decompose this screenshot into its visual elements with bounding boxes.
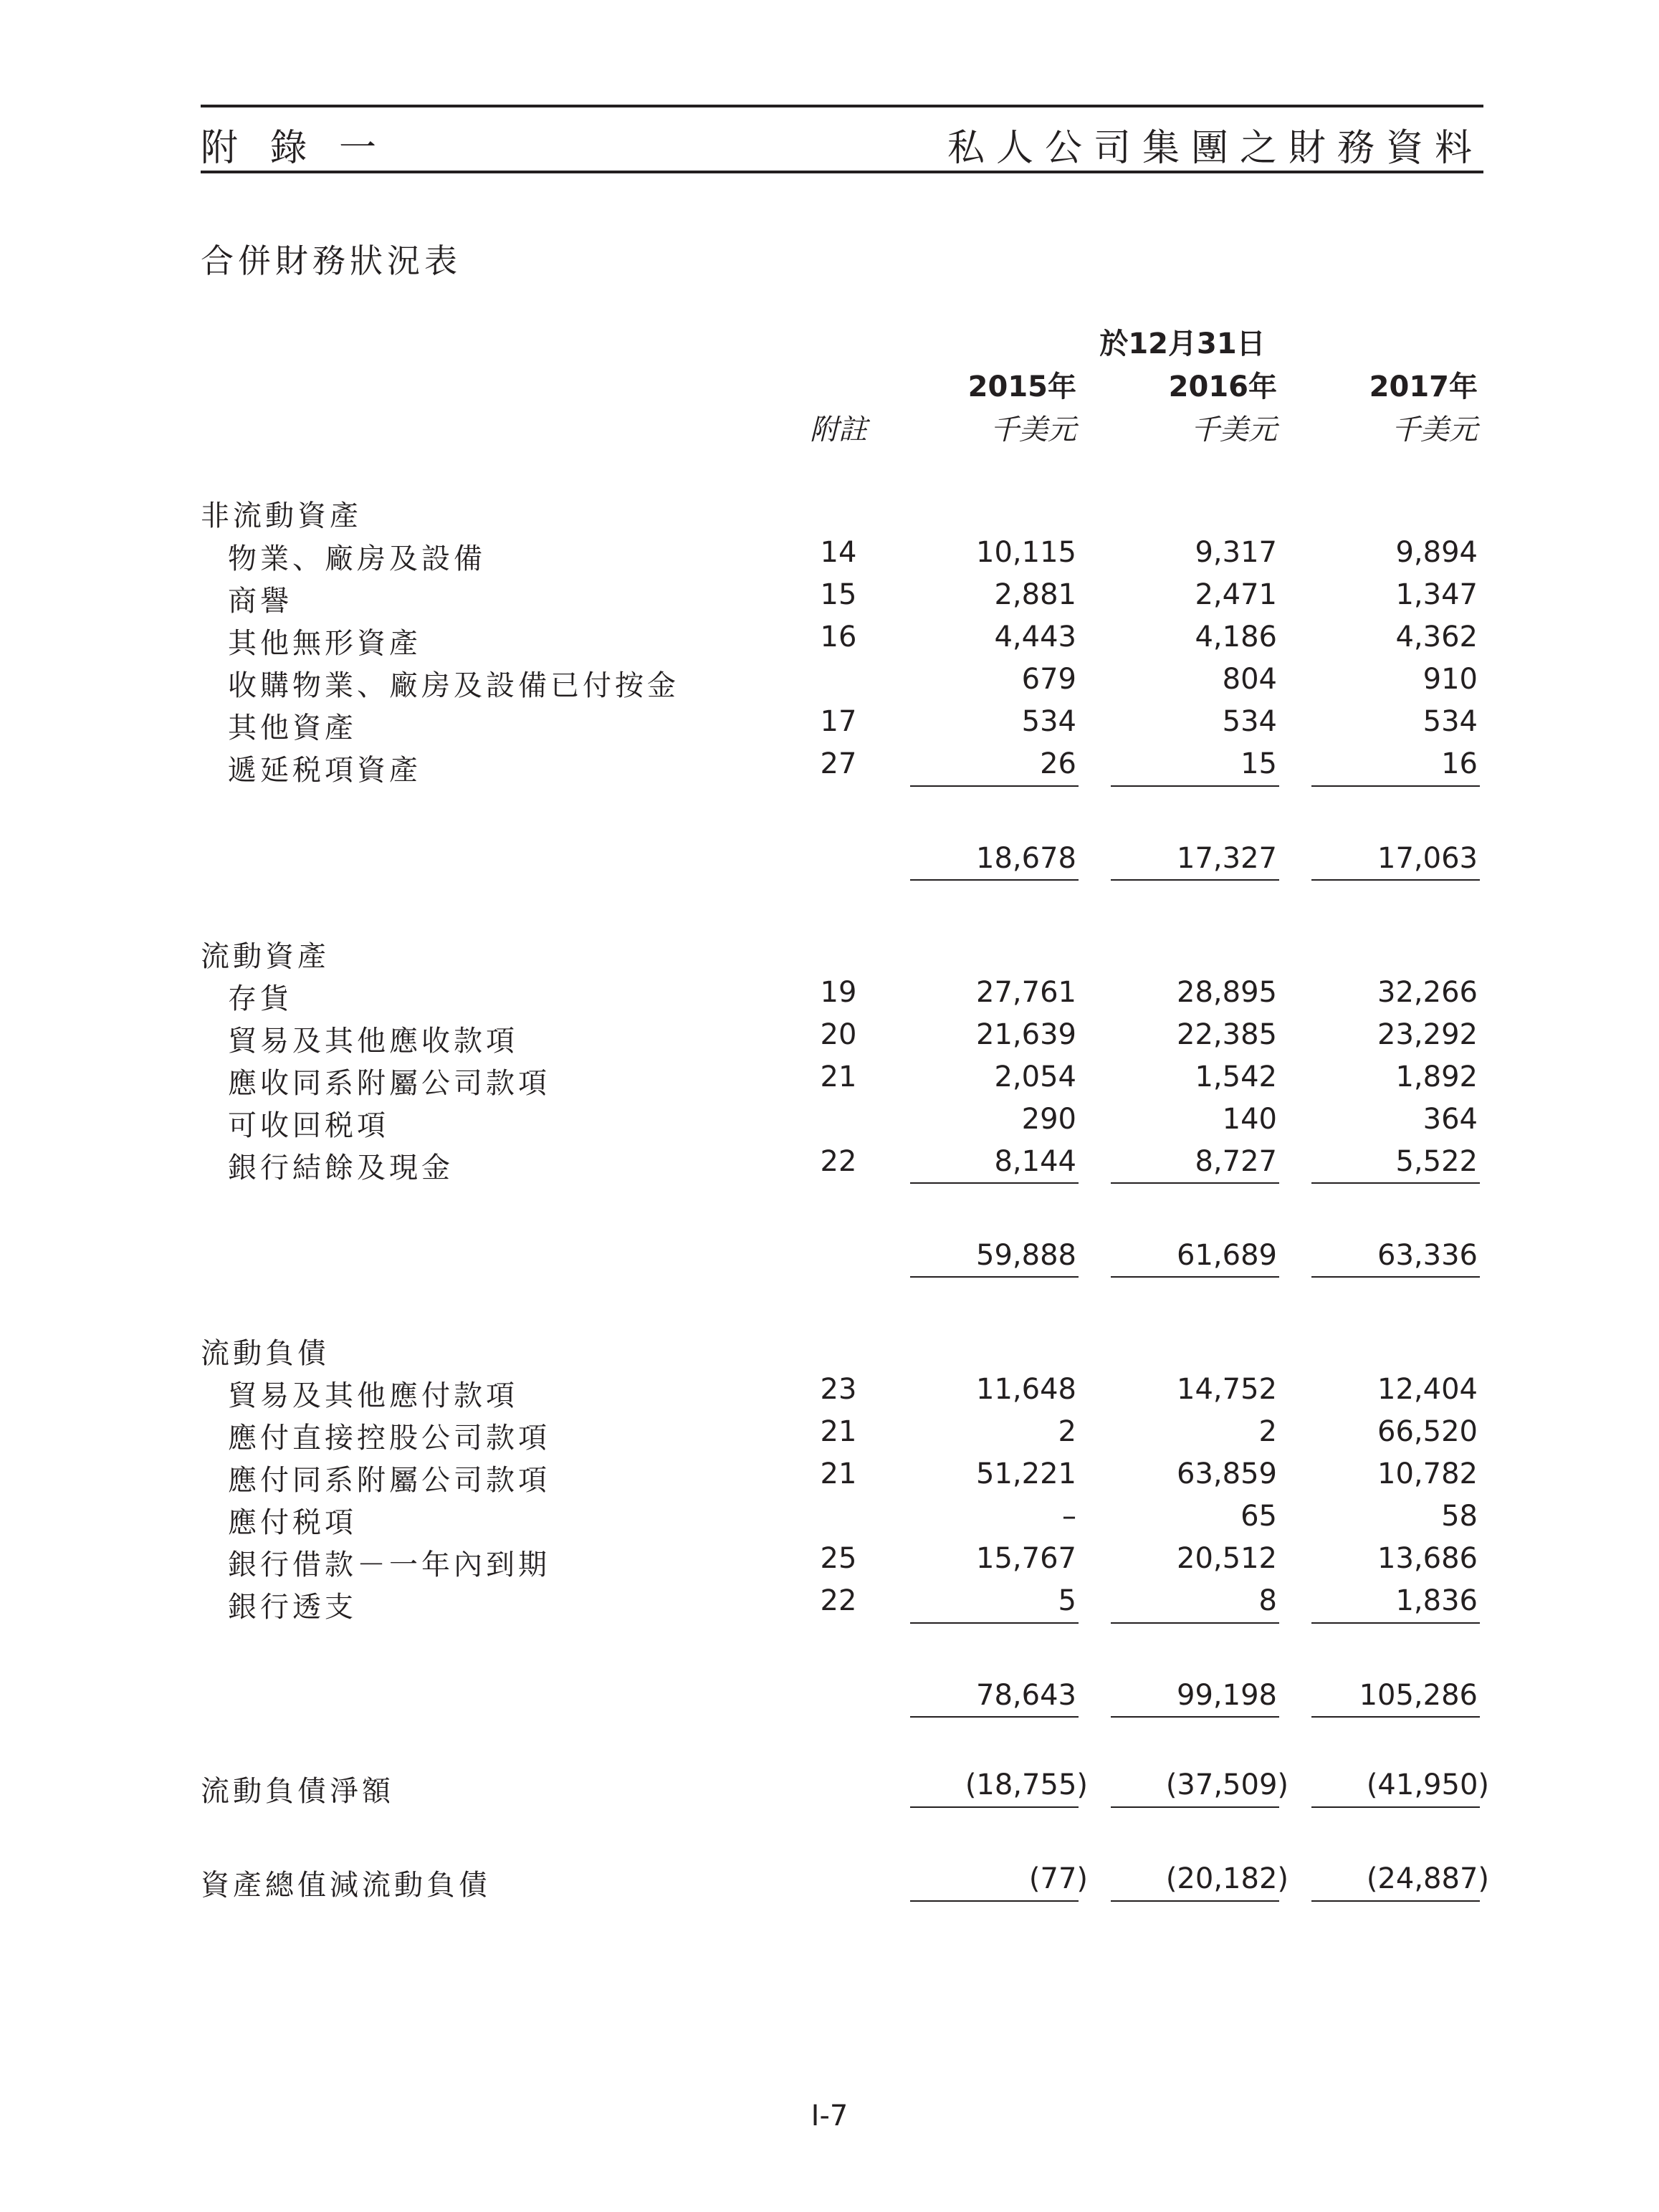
underline-rule [1111,1716,1279,1718]
row-note: 22 [820,1584,857,1617]
row-label: 應付税項 [228,1506,357,1539]
value-2017: 12,404 [1377,1373,1478,1406]
value-2017: (41,950) [1366,1768,1489,1801]
value-2015: (18,755) [965,1768,1088,1801]
value-2016: 8,727 [1195,1145,1277,1178]
underline-rule [1311,1900,1480,1902]
value-2017: 9,894 [1395,536,1478,569]
subtotal-2016: 99,198 [1177,1679,1277,1712]
unit-2015: 千美元 [990,413,1076,446]
value-2017: 5,522 [1395,1145,1478,1178]
value-2017: 4,362 [1395,621,1478,653]
row-note: 22 [820,1145,857,1178]
underline-rule [910,1276,1079,1278]
value-2016: 2,471 [1195,578,1277,611]
subtotal-row [0,1679,1659,1722]
value-2017: 16 [1441,747,1478,780]
underline-rule [1111,1806,1279,1808]
non-current-assets-heading: 非流動資產 [201,499,362,532]
subtotal-2016: 61,689 [1177,1239,1277,1272]
value-2015: 5 [1058,1584,1076,1617]
row-note: 27 [820,747,857,780]
underline-rule [910,1622,1079,1624]
underline-rule [1111,785,1279,787]
value-2015: 8,144 [994,1145,1076,1178]
row-label: 應付同系附屬公司款項 [228,1464,550,1497]
unit-2017: 千美元 [1392,413,1478,446]
underline-rule [910,1806,1079,1808]
table-row [0,1542,1659,1585]
value-2016: 14,752 [1177,1373,1277,1406]
value-2016: 4,186 [1195,621,1277,653]
section-heading [0,934,1659,977]
section-heading [0,493,1659,536]
table-row [0,663,1659,706]
row-label: 銀行透支 [228,1591,357,1624]
subtotal-2017: 105,286 [1359,1679,1478,1712]
underline-rule [910,1716,1079,1718]
value-2016: 9,317 [1195,536,1277,569]
table-row [0,1584,1659,1627]
table-row [0,1103,1659,1146]
table-row [0,705,1659,748]
notes-heading: 附註 [810,413,867,446]
row-note: 23 [820,1373,857,1406]
page-number: I-7 [811,2100,848,2132]
row-label: 遞延税項資產 [228,754,421,787]
value-2017: 910 [1423,663,1478,696]
underline-rule [910,879,1079,881]
value-2017: 364 [1423,1103,1478,1136]
row-label: 貿易及其他應收款項 [228,1025,518,1058]
value-2016: (37,509) [1165,1768,1289,1801]
table-row [0,1145,1659,1188]
value-2015: 21,639 [976,1018,1076,1051]
underline-rule [1311,1806,1480,1808]
row-label: 其他資產 [228,712,357,744]
row-note: 14 [820,536,857,569]
value-2016: 65 [1240,1500,1277,1533]
table-row [0,578,1659,621]
value-2017: 66,520 [1377,1415,1478,1448]
period-heading: 於12月31日 [1099,327,1266,360]
row-note: 21 [820,1457,857,1490]
row-label: 存貨 [228,982,292,1015]
table-row [0,1373,1659,1416]
underline-rule [910,1900,1079,1902]
value-2016: 28,895 [1177,976,1277,1009]
row-label: 商譽 [228,585,292,618]
row-label: 應收同系附屬公司款項 [228,1067,550,1100]
value-2016: 2 [1258,1415,1277,1448]
value-2016: 140 [1222,1103,1277,1136]
value-2015: 26 [1040,747,1076,780]
value-2016: 804 [1222,663,1277,696]
value-2017: 23,292 [1377,1018,1478,1051]
current-liabilities-heading: 流動負債 [201,1337,330,1370]
value-2016: 20,512 [1177,1542,1277,1575]
subtotal-row [0,842,1659,885]
row-label: 可收回税項 [228,1109,389,1142]
table-row [0,976,1659,1019]
underline-rule [1311,785,1480,787]
subtotal-2017: 63,336 [1377,1239,1478,1272]
year-2016-heading: 2016年 [1168,370,1277,403]
subtotal-2015: 59,888 [976,1239,1076,1272]
value-2015: 679 [1021,663,1076,696]
row-label: 應付直接控股公司款項 [228,1422,550,1455]
subtotal-2016: 17,327 [1177,842,1277,875]
row-label: 貿易及其他應付款項 [228,1379,518,1412]
subtotal-2015: 18,678 [976,842,1076,875]
row-label: 流動負債淨額 [201,1775,394,1808]
underline-rule [1111,1276,1279,1278]
row-note: 21 [820,1060,857,1093]
underline-rule [1111,1182,1279,1184]
year-2017-heading: 2017年 [1369,370,1478,403]
table-row [0,1415,1659,1458]
current-assets-heading: 流動資產 [201,940,330,973]
value-2015: 27,761 [976,976,1076,1009]
value-2016: (20,182) [1165,1862,1289,1895]
value-2016: 15 [1240,747,1277,780]
value-2017: (24,887) [1366,1862,1489,1895]
value-2017: 58 [1441,1500,1478,1533]
table-row [0,1018,1659,1061]
underline-rule [1111,1622,1279,1624]
value-2015: – [1062,1500,1076,1533]
table-row [0,621,1659,664]
value-2015: 10,115 [976,536,1076,569]
total-assets-less-current-liabilities-row [0,1862,1659,1905]
underline-rule [1311,1182,1480,1184]
value-2015: 290 [1021,1103,1076,1136]
value-2016: 63,859 [1177,1457,1277,1490]
value-2016: 22,385 [1177,1018,1277,1051]
underline-rule [910,1182,1079,1184]
section-heading [0,1331,1659,1374]
value-2015: 2 [1058,1415,1076,1448]
row-note: 19 [820,976,857,1009]
value-2017: 1,347 [1395,578,1478,611]
value-2017: 1,892 [1395,1060,1478,1093]
row-label: 銀行結餘及現金 [228,1152,454,1184]
row-note: 17 [820,705,857,738]
value-2015: 11,648 [976,1373,1076,1406]
row-note: 25 [820,1542,857,1575]
value-2017: 534 [1423,705,1478,738]
statement-title: 合併財務狀況表 [201,241,462,280]
table-row [0,1500,1659,1543]
underline-rule [1111,1900,1279,1902]
value-2016: 1,542 [1195,1060,1277,1093]
row-note: 21 [820,1415,857,1448]
value-2015: 51,221 [976,1457,1076,1490]
underline-rule [910,785,1079,787]
value-2015: 15,767 [976,1542,1076,1575]
value-2017: 32,266 [1377,976,1478,1009]
unit-2016: 千美元 [1191,413,1277,446]
year-2015-heading: 2015年 [967,370,1076,403]
value-2017: 10,782 [1377,1457,1478,1490]
table-row [0,747,1659,790]
row-label: 其他無形資產 [228,627,421,660]
row-label: 物業、廠房及設備 [228,542,486,575]
table-row [0,1060,1659,1103]
table-row [0,1457,1659,1500]
subtotal-2015: 78,643 [976,1679,1076,1712]
row-label: 收購物業、廠房及設備已付按金 [228,669,679,702]
row-note: 15 [820,578,857,611]
value-2016: 8 [1258,1584,1277,1617]
value-2016: 534 [1222,705,1277,738]
row-label: 資產總值減流動負債 [201,1869,491,1902]
value-2017: 1,836 [1395,1584,1478,1617]
net-current-liabilities-row [0,1768,1659,1811]
subtotal-2017: 17,063 [1377,842,1478,875]
value-2015: 2,054 [994,1060,1076,1093]
row-note: 20 [820,1018,857,1051]
appendix-label: 附 錄 一 [201,127,387,170]
page-header [201,105,1483,173]
underline-rule [1311,1276,1480,1278]
value-2015: 2,881 [994,578,1076,611]
value-2015: 534 [1021,705,1076,738]
underline-rule [1311,1622,1480,1624]
section-title: 私人公司集團之財務資料 [947,127,1483,170]
underline-rule [1111,879,1279,881]
underline-rule [1311,1716,1480,1718]
table-row [0,536,1659,579]
subtotal-row [0,1239,1659,1282]
row-note: 16 [820,621,857,653]
value-2017: 13,686 [1377,1542,1478,1575]
value-2015: (77) [1028,1862,1088,1895]
underline-rule [1311,879,1480,881]
row-label: 銀行借款－一年內到期 [228,1548,550,1581]
value-2015: 4,443 [994,621,1076,653]
